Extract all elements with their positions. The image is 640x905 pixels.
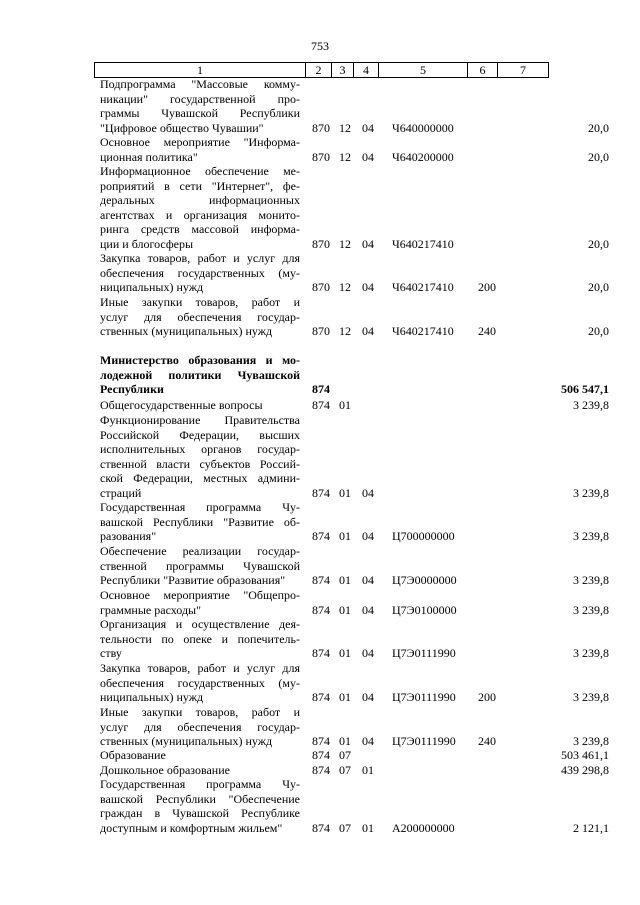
cell-c7: 3 239,8 — [573, 734, 609, 749]
description-line: ственной программы Чувашской — [100, 558, 300, 573]
header-col-2: 2 — [305, 63, 331, 77]
description-line: агентствах и организация монито- — [100, 207, 300, 222]
cell-c7: 20,0 — [588, 324, 609, 339]
description-line: страций — [100, 485, 142, 500]
description-line: ниципальных) нужд — [100, 280, 204, 295]
description-line: Дошкольное образование — [100, 763, 230, 777]
description-line: Закупка товаров, работ и услуг для — [100, 251, 300, 265]
description-line: ской Федерации, местных админи- — [100, 471, 300, 486]
description-line: Государственная программа Чу- — [100, 500, 300, 514]
cell-c5: Ц7Э0111990 — [392, 646, 456, 661]
cell-c3: 12 — [339, 237, 351, 251]
cell-c4: 04 — [362, 120, 374, 135]
cell-c7: 506 547,1 — [561, 382, 609, 397]
description-line: доступным и комфортным жильем" — [100, 820, 283, 835]
cell-c5: Ц7Э0111990 — [392, 734, 456, 749]
cell-c7: 3 239,8 — [573, 602, 609, 617]
description-line: услуг для обеспечения государ- — [100, 719, 300, 734]
row-description — [100, 705, 300, 749]
description-line: граждан в Чувашской Республике — [100, 806, 300, 821]
description-line: ственной власти субъектов Россий- — [100, 456, 300, 471]
description-line: Обеспечение реализации государ- — [100, 544, 300, 558]
cell-c5: Ц700000000 — [392, 529, 455, 544]
header-col-7: 7 — [497, 63, 548, 77]
cell-c4: 04 — [362, 486, 374, 500]
cell-c7: 3 239,8 — [573, 573, 609, 588]
cell-c3: 07 — [339, 748, 351, 762]
description-line: обеспечения государственных (му- — [100, 265, 300, 280]
cell-c2: 870 — [312, 120, 330, 135]
cell-c4: 04 — [362, 324, 374, 339]
description-line: вашской Республики "Развитие об- — [100, 514, 300, 529]
description-line: Основное мероприятие "Общепро- — [100, 588, 300, 602]
cell-c2: 874 — [312, 646, 330, 661]
cell-c7: 3 239,8 — [573, 486, 609, 500]
cell-c6: 240 — [478, 324, 496, 339]
cell-c5: Ч640000000 — [392, 120, 454, 135]
description-line: лодежной политики Чувашской — [100, 367, 300, 382]
cell-c7: 3 239,8 — [573, 646, 609, 661]
header-col-5: 5 — [378, 63, 467, 77]
row-description — [100, 353, 300, 397]
description-line: Закупка товаров, работ и услуг для — [100, 661, 300, 675]
cell-c4: 04 — [362, 573, 374, 588]
row-description — [100, 544, 300, 588]
description-line: ционная политика" — [100, 149, 198, 164]
table-header — [94, 62, 549, 78]
description-line: Основное мероприятие "Информа- — [100, 135, 300, 149]
cell-c3: 01 — [339, 529, 351, 544]
cell-c6: 240 — [478, 734, 496, 749]
cell-c2: 874 — [312, 763, 330, 777]
description-line: Образование — [100, 748, 166, 762]
description-line: ственных (муниципальных) нужд — [100, 734, 273, 749]
description-line: ству — [100, 646, 122, 661]
cell-c3: 07 — [339, 763, 351, 777]
cell-c3: 01 — [339, 646, 351, 661]
cell-c3: 07 — [339, 820, 351, 835]
cell-c5: Ч640200000 — [392, 149, 454, 164]
cell-c3: 01 — [339, 486, 351, 500]
description-line: Республики "Развитие образования" — [100, 573, 286, 588]
description-line: "Цифровое общество Чувашии" — [100, 120, 264, 135]
cell-c4: 04 — [362, 237, 374, 251]
cell-c4: 04 — [362, 602, 374, 617]
cell-c3: 01 — [339, 690, 351, 705]
cell-c7: 3 239,8 — [573, 529, 609, 544]
cell-c2: 874 — [312, 602, 330, 617]
cell-c2: 874 — [312, 529, 330, 544]
cell-c2: 874 — [312, 734, 330, 749]
description-line: никации" государственной про- — [100, 91, 300, 106]
header-col-1: 1 — [197, 63, 203, 77]
description-line: Функционирование Правительства — [100, 413, 300, 427]
cell-c5: Ч640217410 — [392, 237, 454, 251]
cell-c4: 04 — [362, 280, 374, 295]
cell-c2: 870 — [312, 237, 330, 251]
description-line: ственных (муниципальных) нужд — [100, 324, 273, 339]
row-description — [100, 77, 300, 135]
description-line: вашской Республики "Обеспечение — [100, 791, 300, 806]
description-line: исполнительных органов государ- — [100, 442, 300, 457]
cell-c7: 20,0 — [588, 120, 609, 135]
description-line: ринга средств массовой информа- — [100, 222, 300, 237]
description-line: Организация и осуществление дея- — [100, 617, 300, 631]
cell-c3: 12 — [339, 280, 351, 295]
row-description — [100, 617, 300, 661]
cell-c4: 04 — [362, 690, 374, 705]
cell-c3: 12 — [339, 120, 351, 135]
row-description — [100, 777, 300, 835]
cell-c5: Ч640217410 — [392, 324, 454, 339]
cell-c2: 874 — [312, 573, 330, 588]
cell-c4: 04 — [362, 149, 374, 164]
cell-c7: 20,0 — [588, 237, 609, 251]
cell-c5: Ц7Э0100000 — [392, 602, 457, 617]
cell-c5: Ч640217410 — [392, 280, 454, 295]
description-line: Общегосударственные вопросы — [100, 398, 263, 412]
cell-c2: 874 — [312, 382, 330, 397]
header-col-3: 3 — [331, 63, 353, 77]
description-line: Министерство образования и мо- — [100, 353, 300, 367]
description-line: граммные расходы" — [100, 602, 202, 617]
description-line: обеспечения государственных (му- — [100, 675, 300, 690]
cell-c6: 200 — [478, 690, 496, 705]
description-line: Государственная программа Чу- — [100, 777, 300, 791]
cell-c4: 04 — [362, 734, 374, 749]
cell-c2: 874 — [312, 690, 330, 705]
description-line: ции и блогосферы — [100, 236, 194, 251]
cell-c7: 2 121,1 — [573, 820, 609, 835]
cell-c6: 200 — [478, 280, 496, 295]
row-description — [100, 135, 300, 164]
description-line: деральных информационных — [100, 193, 300, 208]
cell-c7: 439 298,8 — [561, 763, 609, 777]
cell-c4: 01 — [362, 763, 374, 777]
cell-c4: 01 — [362, 820, 374, 835]
cell-c7: 3 239,8 — [573, 690, 609, 705]
cell-c5: Ц7Э0000000 — [392, 573, 457, 588]
description-line: граммы Чувашской Республики — [100, 106, 300, 121]
cell-c2: 870 — [312, 280, 330, 295]
description-line: тельности по опеке и попечитель- — [100, 631, 300, 646]
cell-c3: 01 — [339, 602, 351, 617]
row-description — [100, 413, 300, 501]
cell-c2: 870 — [312, 149, 330, 164]
page-number: 753 — [311, 39, 329, 53]
cell-c3: 01 — [339, 398, 351, 412]
cell-c7: 20,0 — [588, 149, 609, 164]
cell-c5: Ц7Э0111990 — [392, 690, 456, 705]
description-line: ниципальных) нужд — [100, 690, 204, 705]
cell-c7: 3 239,8 — [573, 398, 609, 412]
description-line: Иные закупки товаров, работ и — [100, 295, 300, 309]
description-line: роприятий в сети "Интернет", фе- — [100, 178, 300, 193]
cell-c4: 04 — [362, 529, 374, 544]
cell-c2: 874 — [312, 748, 330, 762]
cell-c3: 12 — [339, 149, 351, 164]
row-description — [100, 398, 300, 413]
cell-c4: 04 — [362, 646, 374, 661]
description-line: разования" — [100, 529, 157, 544]
row-description — [100, 295, 300, 339]
cell-c3: 01 — [339, 734, 351, 749]
description-line: Республики — [100, 382, 164, 397]
row-description — [100, 588, 300, 617]
description-line: Информационное обеспечение ме- — [100, 164, 300, 178]
row-description — [100, 500, 300, 544]
cell-c2: 874 — [312, 820, 330, 835]
cell-c7: 503 461,1 — [561, 748, 609, 762]
cell-c5: А200000000 — [392, 820, 455, 835]
row-description — [100, 748, 300, 763]
cell-c2: 874 — [312, 486, 330, 500]
description-line: Подпрограмма "Массовые комму- — [100, 77, 300, 91]
header-col-4: 4 — [353, 63, 378, 77]
row-description — [100, 251, 300, 295]
cell-c3: 12 — [339, 324, 351, 339]
description-line: Иные закупки товаров, работ и — [100, 705, 300, 719]
row-description — [100, 661, 300, 705]
cell-c7: 20,0 — [588, 280, 609, 295]
description-line: Российской Федерации, высших — [100, 427, 300, 442]
cell-c2: 870 — [312, 324, 330, 339]
row-description — [100, 763, 300, 778]
description-line: услуг для обеспечения государ- — [100, 309, 300, 324]
header-col-6: 6 — [467, 63, 497, 77]
cell-c3: 01 — [339, 573, 351, 588]
cell-c2: 874 — [312, 398, 330, 412]
row-description — [100, 164, 300, 252]
